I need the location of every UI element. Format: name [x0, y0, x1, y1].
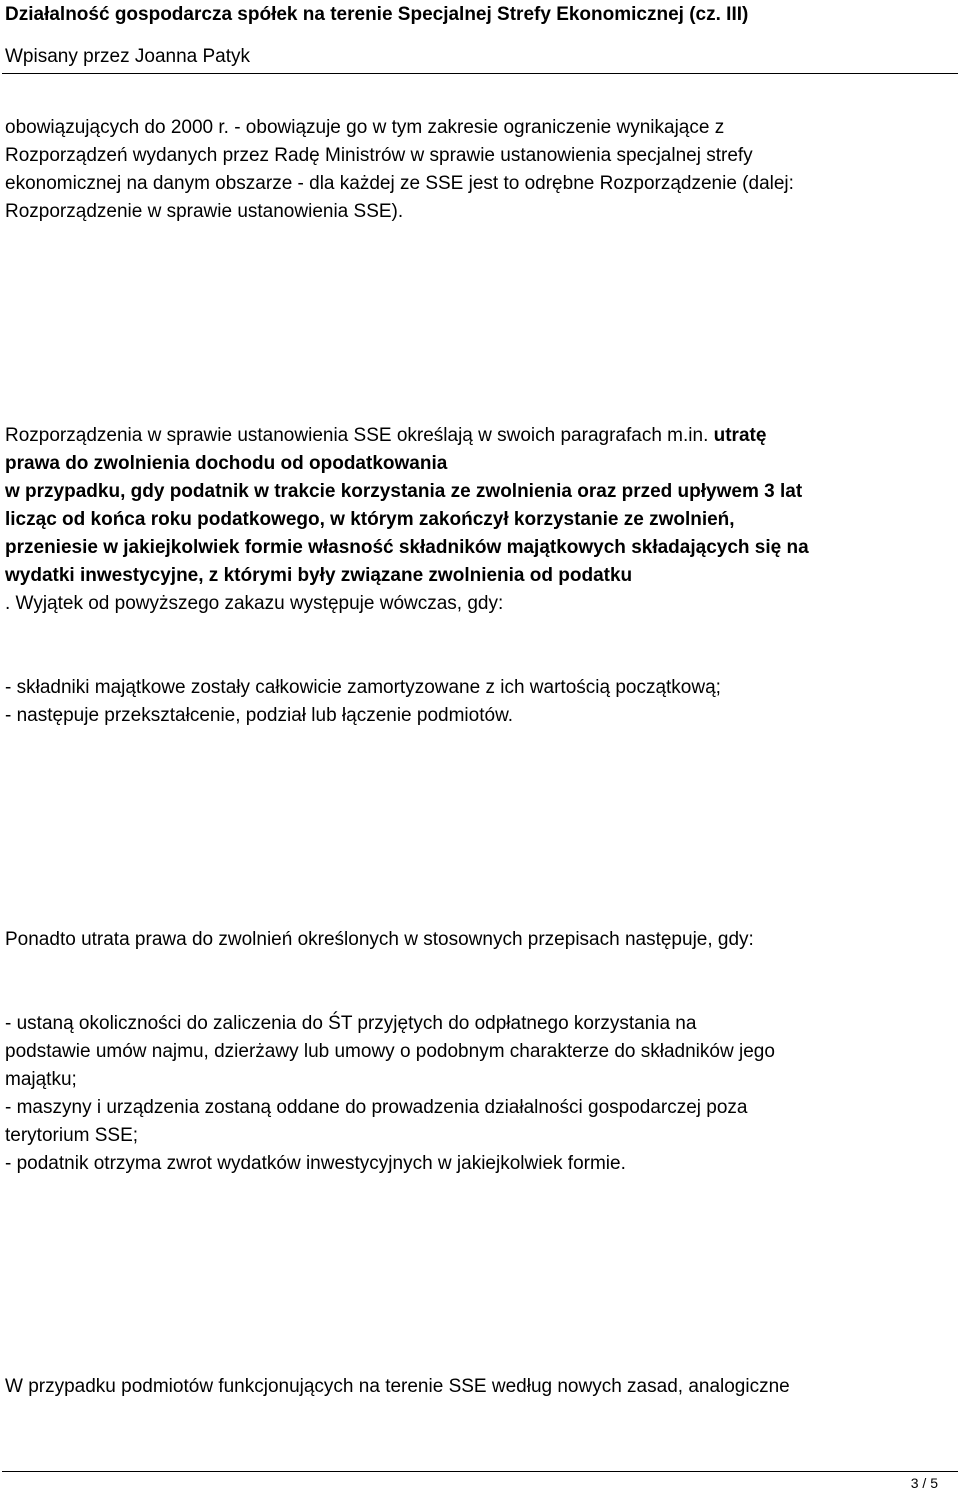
- text-line: Ponadto utrata prawa do zwolnień określonych w stosownych przepisach następuje, gdy:: [5, 929, 754, 950]
- exceptions-list: [5, 674, 955, 730]
- text-line: Rozporządzeń wydanych przez Radę Ministrów w sprawie ustanowienia specjalnej strefy: [5, 145, 753, 166]
- list-item: - podatnik otrzyma zwrot wydatków inwestycyjnych w jakiejkolwiek formie.: [5, 1153, 626, 1174]
- text-line: ekonomicznej na danym obszarze - dla każdej ze SSE jest to odrębne Rozporządzenie (dalej:: [5, 173, 794, 194]
- document-title: Działalność gospodarcza spółek na terenie Specjalnej Strefy Ekonomicznej (cz. III): [5, 4, 749, 25]
- list-item: - ustaną okoliczności do zaliczenia do ŚT przyjętych do odpłatnego korzystania na: [5, 1013, 697, 1034]
- list-item: majątku;: [5, 1069, 77, 1090]
- document-author: Wpisany przez Joanna Patyk: [5, 46, 251, 67]
- paragraph-1: [5, 114, 955, 226]
- loss-conditions-list: [5, 1010, 955, 1178]
- paragraph-2-bold-start: utratę: [713, 425, 767, 446]
- bold-text-line: licząc od końca roku podatkowego, w którym zakończył korzystanie ze zwolnień,: [5, 509, 735, 530]
- paragraph-3: [5, 926, 955, 954]
- text-line: W przypadku podmiotów funkcjonujących na terenie SSE według nowych zasad, analogiczne: [5, 1376, 790, 1397]
- paragraph-4: [5, 1373, 955, 1401]
- footer-divider: [2, 1471, 958, 1472]
- text-line: obowiązujących do 2000 r. - obowiązuje go w tym zakresie ograniczenie wynikające z: [5, 117, 725, 138]
- list-item: podstawie umów najmu, dzierżawy lub umowy o podobnym charakterze do składników jego: [5, 1041, 775, 1062]
- text-line: [5, 422, 955, 450]
- text-line: . Wyjątek od powyższego zakazu występuje wówczas, gdy:: [5, 593, 504, 614]
- header-divider: [2, 73, 958, 74]
- list-item: - następuje przekształcenie, podział lub łączenie podmiotów.: [5, 705, 514, 726]
- paragraph-2: [5, 422, 955, 618]
- list-item: terytorium SSE;: [5, 1125, 139, 1146]
- list-item: - maszyny i urządzenia zostaną oddane do prowadzenia działalności gospodarczej poza: [5, 1097, 748, 1118]
- bold-text-line: wydatki inwestycyjne, z którymi były związane zwolnienia od podatku: [5, 565, 633, 586]
- page-number: 3 / 5: [910, 1475, 938, 1491]
- list-item: - składniki majątkowe zostały całkowicie zamortyzowane z ich wartością początkową;: [5, 677, 721, 698]
- text-line: Rozporządzenie w sprawie ustanowienia SSE).: [5, 201, 404, 222]
- bold-text-line: prawa do zwolnienia dochodu od opodatkowania: [5, 453, 448, 474]
- bold-text-line: przeniesie w jakiejkolwiek formie własność składników majątkowych składających się na: [5, 537, 809, 558]
- bold-text-line: w przypadku, gdy podatnik w trakcie korzystania ze zwolnienia oraz przed upływem 3 lat: [5, 481, 803, 502]
- paragraph-2-intro: Rozporządzenia w sprawie ustanowienia SSE określają w swoich paragrafach m.in.: [5, 425, 714, 446]
